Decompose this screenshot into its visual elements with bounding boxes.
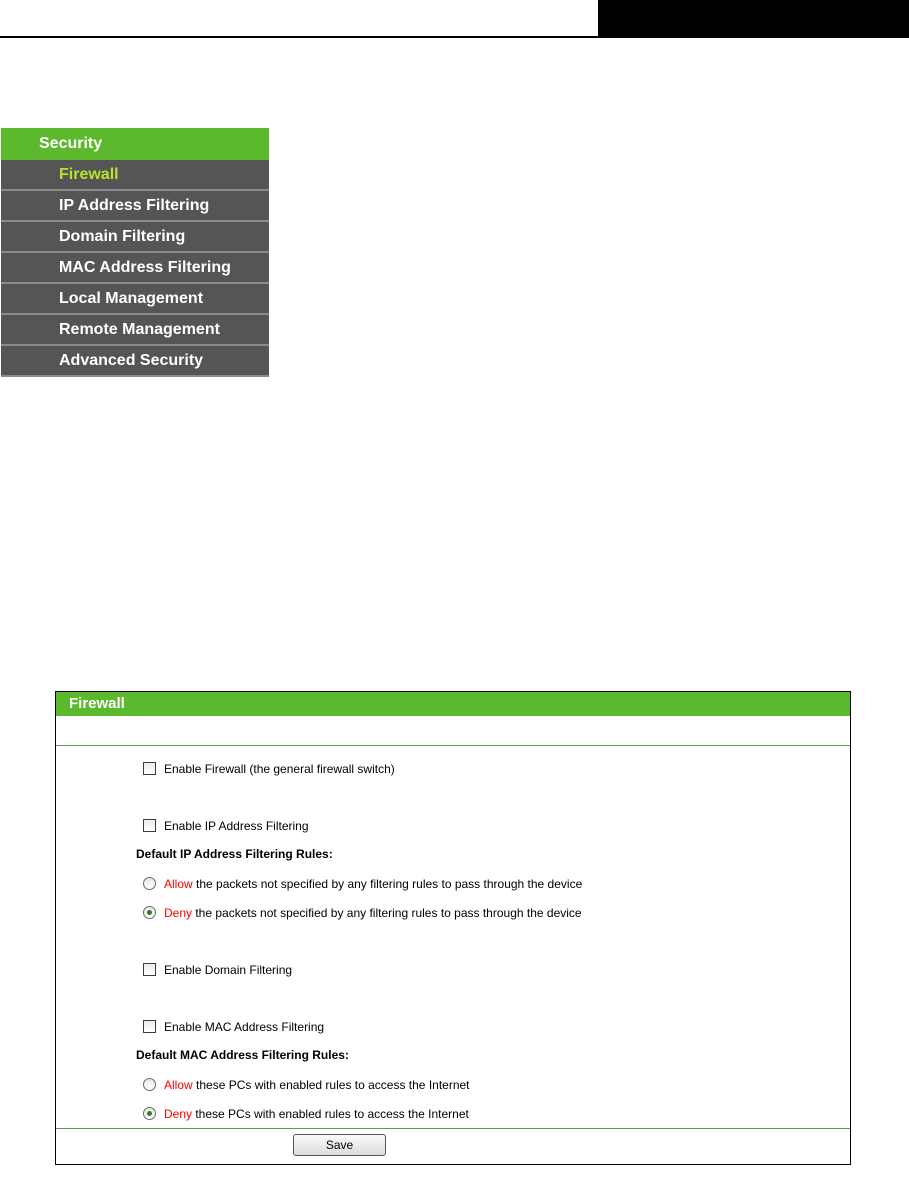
ip-allow-keyword: Allow xyxy=(164,877,193,891)
mac-allow-text: these PCs with enabled rules to access the Internet xyxy=(192,1078,470,1092)
enable-firewall-checkbox[interactable] xyxy=(143,762,156,775)
ip-allow-radio[interactable] xyxy=(143,877,156,890)
menu-item-remote-management[interactable]: Remote Management xyxy=(1,315,269,346)
mac-deny-radio[interactable] xyxy=(143,1107,156,1120)
menu-item-mac-address-filtering[interactable]: MAC Address Filtering xyxy=(1,253,269,284)
menu-heading-security[interactable]: Security xyxy=(1,128,269,160)
ip-deny-text: the packets not specified by any filtering rules to pass through the device xyxy=(192,906,582,920)
menu-item-firewall[interactable]: Firewall xyxy=(1,160,269,191)
firewall-panel xyxy=(55,691,851,1165)
enable-ip-filtering-label[interactable]: Enable IP Address Filtering xyxy=(164,819,309,833)
ip-rules-heading: Default IP Address Filtering Rules: xyxy=(136,847,333,861)
menu-item-domain-filtering[interactable]: Domain Filtering xyxy=(1,222,269,253)
enable-mac-filtering-row xyxy=(143,1019,324,1035)
ip-deny-keyword: Deny xyxy=(164,906,193,920)
enable-firewall-label[interactable]: Enable Firewall (the general firewall switch) xyxy=(164,762,395,776)
enable-mac-filtering-label[interactable]: Enable MAC Address Filtering xyxy=(164,1020,325,1034)
header-gap xyxy=(594,0,597,38)
mac-deny-text: these PCs with enabled rules to access the Internet xyxy=(192,1107,469,1121)
enable-ip-filtering-row xyxy=(143,818,309,834)
mac-deny-row xyxy=(143,1106,469,1122)
panel-footer-divider xyxy=(56,1128,850,1129)
ip-allow-row xyxy=(143,876,582,892)
security-menu xyxy=(1,128,269,377)
save-button[interactable]: Save xyxy=(293,1134,386,1156)
enable-firewall-row xyxy=(143,761,395,777)
mac-rules-heading: Default MAC Address Filtering Rules: xyxy=(136,1048,349,1062)
panel-title: Firewall xyxy=(56,692,850,716)
header-block xyxy=(598,0,909,36)
enable-domain-filtering-checkbox[interactable] xyxy=(143,963,156,976)
ip-deny-row xyxy=(143,905,582,921)
mac-allow-radio[interactable] xyxy=(143,1078,156,1091)
enable-mac-filtering-checkbox[interactable] xyxy=(143,1020,156,1033)
menu-item-ip-address-filtering[interactable]: IP Address Filtering xyxy=(1,191,269,222)
ip-allow-text: the packets not specified by any filtering rules to pass through the device xyxy=(192,877,583,891)
panel-subheader xyxy=(56,716,850,746)
ip-deny-radio[interactable] xyxy=(143,906,156,919)
mac-allow-keyword: Allow xyxy=(164,1078,193,1092)
enable-domain-filtering-label[interactable]: Enable Domain Filtering xyxy=(164,963,293,977)
menu-item-advanced-security[interactable]: Advanced Security xyxy=(1,346,269,377)
header-rule xyxy=(0,36,909,38)
enable-ip-filtering-checkbox[interactable] xyxy=(143,819,156,832)
mac-allow-row xyxy=(143,1077,470,1093)
mac-deny-keyword: Deny xyxy=(164,1107,193,1121)
menu-item-local-management[interactable]: Local Management xyxy=(1,284,269,315)
enable-domain-filtering-row xyxy=(143,962,292,978)
